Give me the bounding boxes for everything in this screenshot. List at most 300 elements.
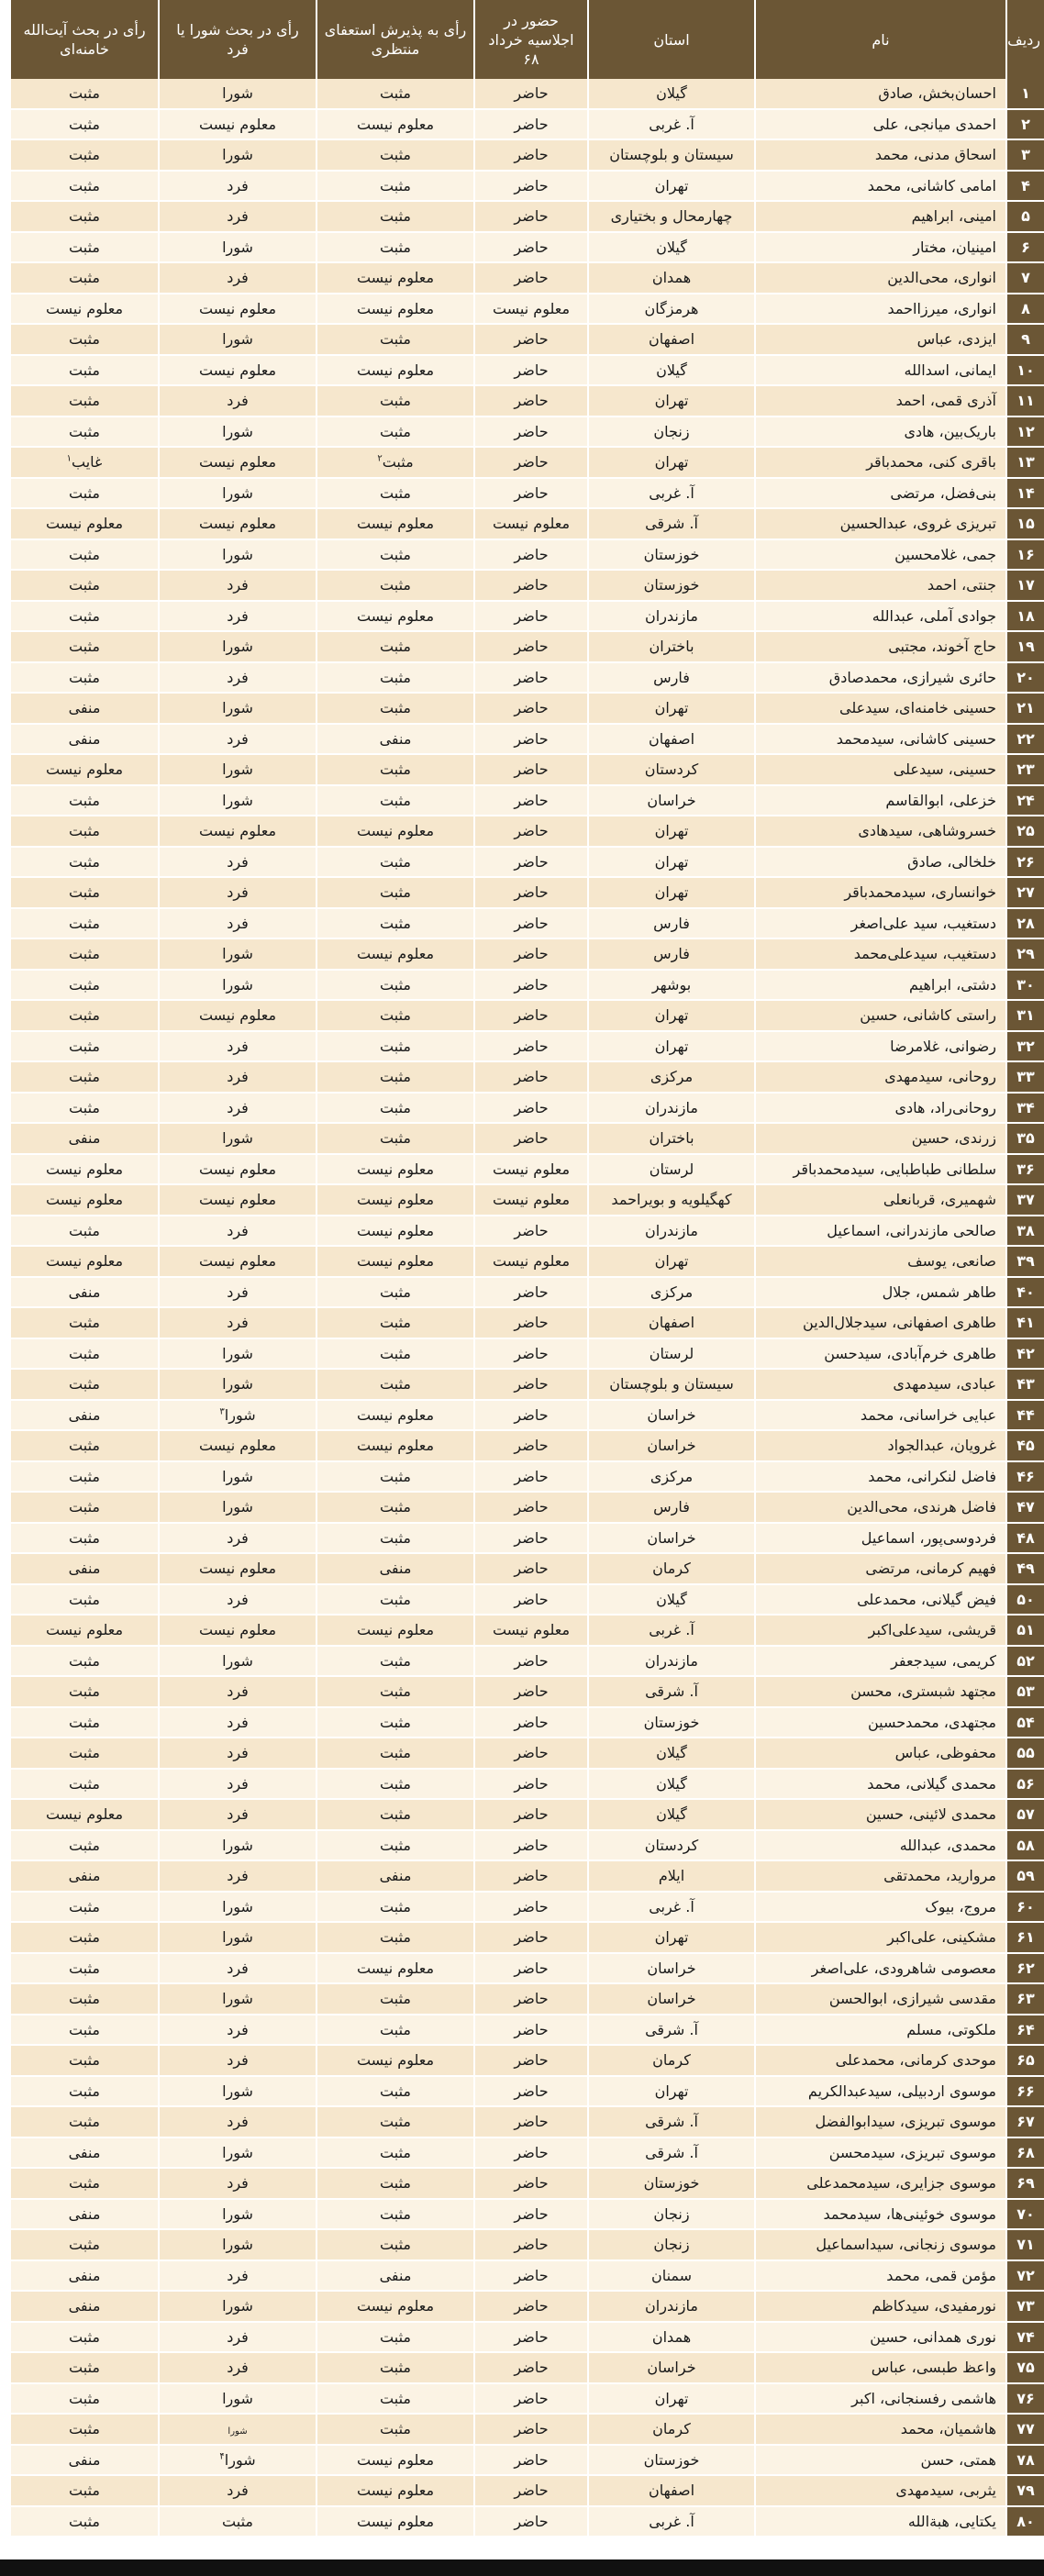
khamenei-vote-cell bbox=[10, 754, 159, 785]
khamenei-vote-cell bbox=[10, 1676, 159, 1707]
shura-vote-text: فرد bbox=[227, 1037, 249, 1055]
province-cell bbox=[588, 1615, 755, 1646]
row-index-cell bbox=[1006, 2506, 1044, 2537]
resignation-vote-cell bbox=[317, 1123, 474, 1154]
attendance-text: حاضر bbox=[514, 1344, 549, 1362]
member-name-text: جمی، غلامحسین bbox=[894, 545, 996, 563]
shura-vote-text: شورا bbox=[222, 1498, 253, 1516]
province-text: مازندران bbox=[645, 2297, 698, 2315]
attendance-cell bbox=[474, 785, 588, 816]
member-name-text: فاضل هرندی، محی‌الدین bbox=[847, 1498, 996, 1516]
shura-vote-cell bbox=[159, 2414, 317, 2445]
row-index-cell bbox=[1006, 416, 1044, 448]
row-index-text: ۵۶ bbox=[1016, 1774, 1035, 1793]
province-text: کرمان bbox=[652, 2420, 691, 2438]
shura-vote-cell bbox=[159, 2229, 317, 2260]
table-row bbox=[10, 139, 1044, 171]
resignation-vote-cell bbox=[317, 1553, 474, 1584]
member-name-text: خسروشاهی، سیدهادی bbox=[858, 822, 996, 840]
member-name-text: مجتهد شبستری، محسن bbox=[850, 1682, 996, 1701]
shura-vote-text: فرد bbox=[227, 1805, 249, 1824]
member-name-text: کریمی، سیدجعفر bbox=[891, 1651, 996, 1670]
khamenei-vote-cell bbox=[10, 2076, 159, 2107]
shura-vote-text: فرد bbox=[227, 1528, 249, 1547]
row-index-text: ۵۹ bbox=[1016, 1867, 1035, 1885]
shura-vote-cell bbox=[159, 1523, 317, 1554]
khamenei-vote-text: مثبت bbox=[69, 2512, 100, 2530]
attendance-cell bbox=[474, 1615, 588, 1646]
resignation-vote-text: مثبت bbox=[380, 84, 411, 103]
shura-vote-text: شورا bbox=[222, 1836, 253, 1854]
shura-vote-cell bbox=[159, 1830, 317, 1861]
shura-vote-cell bbox=[159, 1184, 317, 1216]
resignation-vote-text: مثبت bbox=[380, 1744, 411, 1762]
member-name-text: دستغیب، سیدعلی‌محمد bbox=[853, 945, 996, 963]
member-name-cell bbox=[755, 631, 1006, 662]
shura-vote-text: فرد bbox=[227, 2266, 249, 2284]
table-row bbox=[10, 508, 1044, 539]
row-index-text: ۴۴ bbox=[1016, 1405, 1035, 1424]
row-index-text: ۷۹ bbox=[1016, 2482, 1035, 2500]
khamenei-vote-cell bbox=[10, 1707, 159, 1738]
province-text: همدان bbox=[651, 2327, 692, 2346]
row-index-cell bbox=[1006, 1769, 1044, 1800]
shura-vote-cell bbox=[159, 139, 317, 171]
shura-vote-cell bbox=[159, 201, 317, 232]
resignation-vote-text: مثبت bbox=[380, 176, 411, 194]
khamenei-vote-cell bbox=[10, 2414, 159, 2445]
member-name-text: مقدسی شیرازی، ابوالحسن bbox=[828, 1990, 996, 2008]
province-text: فارس bbox=[653, 668, 690, 686]
attendance-cell bbox=[474, 1400, 588, 1431]
table-header bbox=[10, 0, 1044, 79]
khamenei-vote-text: مثبت bbox=[69, 1959, 100, 1977]
resignation-vote-cell bbox=[317, 1676, 474, 1707]
member-name-cell bbox=[755, 1799, 1006, 1830]
row-index-cell bbox=[1006, 2352, 1044, 2383]
khamenei-vote-cell bbox=[10, 847, 159, 878]
shura-vote-text: شورا bbox=[222, 2082, 253, 2100]
attendance-cell bbox=[474, 877, 588, 908]
shura-vote-cell bbox=[159, 785, 317, 816]
province-text: مرکزی bbox=[650, 1282, 694, 1301]
shura-vote-cell bbox=[159, 1983, 317, 2015]
khamenei-vote-cell bbox=[10, 385, 159, 416]
resignation-vote-cell bbox=[317, 1584, 474, 1616]
khamenei-vote-cell bbox=[10, 1553, 159, 1584]
shura-vote-cell bbox=[159, 109, 317, 140]
province-cell bbox=[588, 1123, 755, 1154]
province-text: تهران bbox=[654, 2082, 689, 2100]
province-text: مرکزی bbox=[650, 1068, 694, 1086]
province-text: هرمزگان bbox=[644, 299, 699, 317]
member-name-cell bbox=[755, 1860, 1006, 1892]
table-row bbox=[10, 232, 1044, 263]
khamenei-vote-cell bbox=[10, 1307, 159, 1338]
khamenei-vote-cell bbox=[10, 324, 159, 355]
khamenei-vote-cell bbox=[10, 1246, 159, 1277]
table-row bbox=[10, 2106, 1044, 2137]
shura-vote-cell bbox=[159, 1093, 317, 1124]
row-index-cell bbox=[1006, 1830, 1044, 1861]
shura-vote-text: مثبت bbox=[222, 2512, 253, 2530]
khamenei-vote-text: مثبت bbox=[69, 852, 100, 871]
table-row bbox=[10, 478, 1044, 509]
row-index-cell bbox=[1006, 1093, 1044, 1124]
row-index-cell bbox=[1006, 908, 1044, 939]
province-cell bbox=[588, 693, 755, 724]
attendance-cell bbox=[474, 1123, 588, 1154]
footnote-marker: ۳ bbox=[219, 1406, 225, 1417]
attendance-cell bbox=[474, 1983, 588, 2015]
province-text: تهران bbox=[654, 883, 689, 902]
province-cell bbox=[588, 724, 755, 755]
shura-vote-text: فرد bbox=[227, 1959, 249, 1977]
row-index-cell bbox=[1006, 478, 1044, 509]
attendance-cell bbox=[474, 109, 588, 140]
row-index-cell bbox=[1006, 724, 1044, 755]
member-name-text: سلطانی طباطبایی، سیدمحمدباقر bbox=[793, 1160, 996, 1178]
member-name-cell bbox=[755, 1769, 1006, 1800]
row-index-text: ۱۲ bbox=[1016, 422, 1035, 440]
attendance-cell bbox=[474, 1646, 588, 1677]
table-row bbox=[10, 2015, 1044, 2046]
shura-vote-text: فرد bbox=[227, 207, 249, 226]
attendance-text: حاضر bbox=[514, 1990, 549, 2008]
shura-vote-cell bbox=[159, 232, 317, 263]
shura-vote-cell bbox=[159, 508, 317, 539]
province-text: خراسان bbox=[647, 791, 696, 809]
table-row bbox=[10, 938, 1044, 970]
province-cell bbox=[588, 1307, 755, 1338]
member-name-text: انواری، محی‌الدین bbox=[887, 269, 996, 287]
province-text: تهران bbox=[654, 2389, 689, 2407]
khamenei-vote-cell bbox=[10, 539, 159, 571]
table-row bbox=[10, 539, 1044, 571]
shura-vote-text: فرد bbox=[227, 2020, 249, 2038]
shura-vote-cell bbox=[159, 416, 317, 448]
member-name-cell bbox=[755, 262, 1006, 294]
province-cell bbox=[588, 294, 755, 325]
attendance-text: حاضر bbox=[514, 761, 549, 779]
khamenei-vote-cell bbox=[10, 1646, 159, 1677]
resignation-vote-text: مثبت bbox=[380, 483, 411, 502]
province-text: مازندران bbox=[645, 1221, 698, 1239]
row-index-cell bbox=[1006, 539, 1044, 571]
attendance-cell bbox=[474, 478, 588, 509]
resignation-vote-text: مثبت bbox=[380, 2174, 411, 2193]
shura-vote-cell bbox=[159, 2076, 317, 2107]
attendance-text: حاضر bbox=[514, 1068, 549, 1086]
row-index-cell bbox=[1006, 2475, 1044, 2506]
shura-vote-cell bbox=[159, 724, 317, 755]
resignation-vote-cell bbox=[317, 262, 474, 294]
table-row bbox=[10, 79, 1044, 109]
khamenei-vote-cell bbox=[10, 2229, 159, 2260]
province-cell bbox=[588, 847, 755, 878]
member-name-text: امامی کاشانی، محمد bbox=[867, 176, 996, 194]
resignation-vote-cell bbox=[317, 2199, 474, 2230]
province-text: همدان bbox=[651, 269, 692, 287]
row-index-text: ۷۱ bbox=[1016, 2236, 1035, 2254]
row-index-text: ۳۹ bbox=[1016, 1252, 1035, 1271]
row-index-text: ۳۴ bbox=[1016, 1098, 1035, 1116]
member-name-cell bbox=[755, 201, 1006, 232]
shura-vote-text: فرد bbox=[227, 606, 249, 625]
row-index-cell bbox=[1006, 79, 1044, 109]
row-index-text: ۴۷ bbox=[1016, 1498, 1035, 1516]
province-cell bbox=[588, 1676, 755, 1707]
resignation-vote-cell bbox=[317, 139, 474, 171]
row-index-cell bbox=[1006, 2045, 1044, 2076]
member-name-text: نورمفیدی، سیدکاظم bbox=[872, 2297, 996, 2315]
row-index-text: ۵۳ bbox=[1016, 1682, 1035, 1701]
resignation-vote-text: مثبت bbox=[380, 1037, 411, 1055]
khamenei-vote-text: معلوم نیست bbox=[45, 299, 124, 317]
shura-vote-cell bbox=[159, 2199, 317, 2230]
resignation-vote-text: معلوم نیست bbox=[356, 2051, 435, 2070]
province-cell bbox=[588, 2475, 755, 2506]
resignation-vote-cell bbox=[317, 1031, 474, 1062]
resignation-vote-text: مثبت bbox=[380, 1713, 411, 1731]
member-name-cell bbox=[755, 816, 1006, 847]
member-name-text: یکتایی، هبةالله bbox=[907, 2512, 996, 2530]
table-row bbox=[10, 1000, 1044, 1031]
province-cell bbox=[588, 1584, 755, 1616]
member-name-text: همتی، حسن bbox=[920, 2450, 996, 2469]
member-name-cell bbox=[755, 754, 1006, 785]
row-index-text: ۵۰ bbox=[1016, 1590, 1035, 1608]
row-index-cell bbox=[1006, 1123, 1044, 1154]
resignation-vote-text: مثبت bbox=[380, 1897, 411, 1915]
attendance-cell bbox=[474, 1553, 588, 1584]
province-text: کهگیلویه و بویراحمد bbox=[611, 1191, 732, 1209]
member-name-text: محمدی، عبدالله bbox=[899, 1836, 996, 1854]
attendance-text: حاضر bbox=[514, 115, 549, 133]
table-row bbox=[10, 1123, 1044, 1154]
member-name-cell bbox=[755, 1430, 1006, 1461]
row-index-cell bbox=[1006, 171, 1044, 202]
shura-vote-cell bbox=[159, 2137, 317, 2169]
province-text: تهران bbox=[654, 699, 689, 717]
khamenei-vote-text: مثبت bbox=[69, 791, 100, 809]
province-text: آ. شرقی bbox=[645, 2020, 698, 2038]
resignation-vote-text: مثبت bbox=[380, 1498, 411, 1516]
table-row bbox=[10, 447, 1044, 478]
resignation-vote-cell bbox=[317, 508, 474, 539]
row-index-text: ۵۱ bbox=[1016, 1621, 1035, 1639]
shura-vote-text: فرد bbox=[227, 2113, 249, 2131]
attendance-cell bbox=[474, 2475, 588, 2506]
khamenei-vote-cell bbox=[10, 1983, 159, 2015]
khamenei-vote-cell bbox=[10, 1216, 159, 1247]
province-cell bbox=[588, 1492, 755, 1523]
row-index-text: ۲۳ bbox=[1016, 761, 1035, 779]
shura-vote-text: شورا bbox=[222, 84, 253, 103]
shura-vote-cell bbox=[159, 1492, 317, 1523]
resignation-vote-cell bbox=[317, 1860, 474, 1892]
table-row bbox=[10, 1584, 1044, 1616]
member-name-cell bbox=[755, 2229, 1006, 2260]
resignation-vote-cell bbox=[317, 1154, 474, 1185]
attendance-text: حاضر bbox=[514, 84, 549, 103]
member-name-text: حائری شیرازی، محمد‌صادق bbox=[828, 668, 996, 686]
resignation-vote-text: معلوم نیست bbox=[356, 1160, 435, 1178]
resignation-vote-cell bbox=[317, 2076, 474, 2107]
khamenei-vote-text: مثبت bbox=[69, 1651, 100, 1670]
shura-vote-text: معلوم نیست bbox=[198, 1560, 277, 1578]
shura-vote-text: فرد bbox=[227, 576, 249, 594]
attendance-cell bbox=[474, 816, 588, 847]
province-cell bbox=[588, 79, 755, 109]
attendance-text: حاضر bbox=[514, 883, 549, 902]
member-name-cell bbox=[755, 2291, 1006, 2322]
khamenei-vote-cell bbox=[10, 1430, 159, 1461]
shura-vote-text: فرد bbox=[227, 1867, 249, 1885]
attendance-text: حاضر bbox=[514, 729, 549, 748]
province-cell bbox=[588, 1553, 755, 1584]
province-text: خراسان bbox=[647, 2359, 696, 2377]
row-index-cell bbox=[1006, 1461, 1044, 1493]
attendance-text: حاضر bbox=[514, 422, 549, 440]
table-row bbox=[10, 1769, 1044, 1800]
province-text: تهران bbox=[654, 176, 689, 194]
member-name-text: هاشمیان، محمد bbox=[900, 2420, 996, 2438]
province-cell bbox=[588, 2199, 755, 2230]
attendance-text: حاضر bbox=[514, 1467, 549, 1485]
khamenei-vote-cell bbox=[10, 109, 159, 140]
table-row bbox=[10, 1707, 1044, 1738]
member-name-cell bbox=[755, 1523, 1006, 1554]
resignation-vote-cell bbox=[317, 2015, 474, 2046]
resignation-vote-cell bbox=[317, 1461, 474, 1493]
shura-vote-text: فرد bbox=[227, 1098, 249, 1116]
shura-vote-cell bbox=[159, 1769, 317, 1800]
attendance-cell bbox=[474, 232, 588, 263]
attendance-text: حاضر bbox=[514, 1651, 549, 1670]
shura-vote-cell bbox=[159, 1892, 317, 1923]
khamenei-vote-text: مثبت bbox=[69, 84, 100, 103]
member-name-text: مؤمن قمی، محمد bbox=[886, 2266, 996, 2284]
khamenei-vote-text: مثبت bbox=[69, 545, 100, 563]
shura-vote-text: شورا bbox=[222, 975, 253, 994]
attendance-text: حاضر bbox=[514, 1682, 549, 1701]
resignation-vote-text: معلوم نیست bbox=[356, 2297, 435, 2315]
member-name-cell bbox=[755, 1707, 1006, 1738]
member-name-cell bbox=[755, 539, 1006, 571]
resignation-vote-cell bbox=[317, 1738, 474, 1769]
row-index-cell bbox=[1006, 877, 1044, 908]
province-text: گیلان bbox=[656, 1590, 687, 1608]
province-text: کردستان bbox=[644, 1836, 699, 1854]
row-index-cell bbox=[1006, 1061, 1044, 1093]
attendance-cell bbox=[474, 171, 588, 202]
attendance-text: حاضر bbox=[514, 2482, 549, 2500]
table-row bbox=[10, 2076, 1044, 2107]
province-text: آ. غربی bbox=[649, 2512, 694, 2530]
resignation-vote-cell bbox=[317, 324, 474, 355]
row-index-text: ۲۹ bbox=[1016, 945, 1035, 963]
member-name-text: آذری قمی، احمد bbox=[895, 392, 996, 410]
resignation-vote-cell bbox=[317, 1061, 474, 1093]
province-cell bbox=[588, 2383, 755, 2415]
khamenei-vote-cell bbox=[10, 816, 159, 847]
member-name-text: فاضل لنکرانی، محمد bbox=[868, 1467, 996, 1485]
member-name-cell bbox=[755, 1461, 1006, 1493]
attendance-cell bbox=[474, 2229, 588, 2260]
resignation-vote-cell bbox=[317, 908, 474, 939]
khamenei-vote-cell bbox=[10, 508, 159, 539]
attendance-text: حاضر bbox=[514, 975, 549, 994]
attendance-text: حاضر bbox=[514, 2450, 549, 2469]
member-name-cell bbox=[755, 1615, 1006, 1646]
shura-vote-cell bbox=[159, 2383, 317, 2415]
province-text: کرمان bbox=[652, 1560, 691, 1578]
shura-vote-text: معلوم نیست bbox=[198, 515, 277, 533]
khamenei-vote-text: معلوم نیست bbox=[45, 515, 124, 533]
resignation-vote-cell bbox=[317, 601, 474, 632]
member-name-text: محمدی لائینی، حسین bbox=[865, 1805, 996, 1824]
row-index-text: ۲۷ bbox=[1016, 883, 1035, 902]
shura-vote-cell bbox=[159, 1553, 317, 1584]
attendance-cell bbox=[474, 631, 588, 662]
attendance-text: حاضر bbox=[514, 2420, 549, 2438]
khamenei-vote-text: منفی bbox=[68, 2143, 101, 2161]
row-index-text: ۴۰ bbox=[1016, 1282, 1035, 1301]
province-cell bbox=[588, 262, 755, 294]
row-index-cell bbox=[1006, 1184, 1044, 1216]
table-row bbox=[10, 171, 1044, 202]
row-index-text: ۷۳ bbox=[1016, 2297, 1035, 2315]
shura-vote-text: شورا bbox=[222, 638, 253, 656]
province-cell bbox=[588, 2076, 755, 2107]
resignation-vote-text: مثبت bbox=[380, 914, 411, 932]
row-index-cell bbox=[1006, 1492, 1044, 1523]
khamenei-vote-cell bbox=[10, 2322, 159, 2353]
attendance-cell bbox=[474, 539, 588, 571]
member-name-cell bbox=[755, 1400, 1006, 1431]
row-index-text: ۶۰ bbox=[1016, 1897, 1035, 1915]
row-index-cell bbox=[1006, 139, 1044, 171]
row-index-cell bbox=[1006, 816, 1044, 847]
member-name-cell bbox=[755, 232, 1006, 263]
khamenei-vote-cell bbox=[10, 2168, 159, 2199]
province-cell bbox=[588, 171, 755, 202]
table-row bbox=[10, 1738, 1044, 1769]
province-cell bbox=[588, 1769, 755, 1800]
resignation-vote-text: معلوم نیست bbox=[356, 515, 435, 533]
member-name-text: مروارید، محمدتقی bbox=[883, 1867, 996, 1885]
province-cell bbox=[588, 539, 755, 571]
attendance-text: حاضر bbox=[514, 207, 549, 226]
shura-vote-cell bbox=[159, 1860, 317, 1892]
table-row bbox=[10, 2322, 1044, 2353]
row-index-text: ۷۴ bbox=[1016, 2327, 1035, 2346]
khamenei-vote-text: مثبت bbox=[69, 238, 100, 256]
table-row bbox=[10, 785, 1044, 816]
table-row bbox=[10, 1953, 1044, 1984]
resignation-vote-text: معلوم نیست bbox=[356, 606, 435, 625]
row-index-cell bbox=[1006, 1277, 1044, 1308]
shura-vote-text: شورا bbox=[222, 2204, 253, 2223]
member-name-cell bbox=[755, 1246, 1006, 1277]
attendance-text: حاضر bbox=[514, 1713, 549, 1731]
row-index-text: ۸ bbox=[1021, 299, 1030, 317]
shura-vote-cell bbox=[159, 601, 317, 632]
attendance-text: حاضر bbox=[514, 2266, 549, 2284]
shura-vote-cell bbox=[159, 877, 317, 908]
attendance-cell bbox=[474, 938, 588, 970]
